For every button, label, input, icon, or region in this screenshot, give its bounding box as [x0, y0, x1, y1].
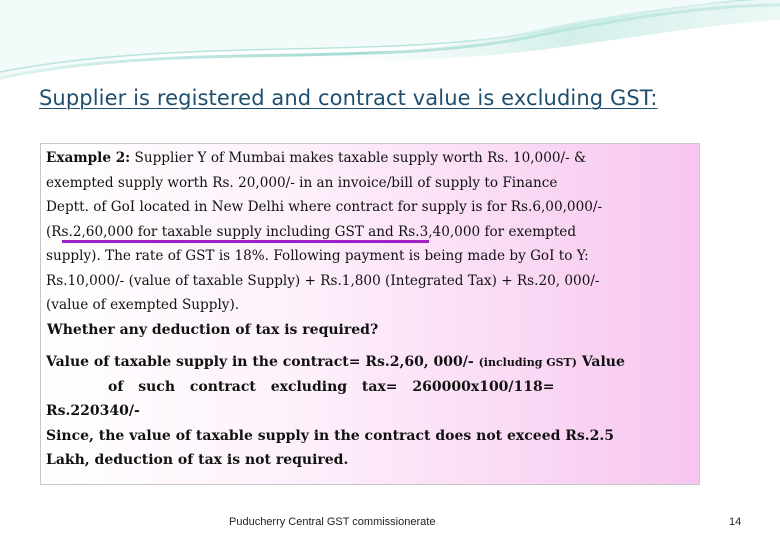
- page-number: 14: [729, 516, 742, 528]
- example-line-3: Deptt. of GoI located in New Delhi where contract for supply is for Rs.6,00,000/-: [46, 199, 603, 215]
- highlight-underline: [62, 240, 429, 243]
- footer-organization: Puducherry Central GST commissionerate: [229, 516, 436, 528]
- example-label: Example 2:: [46, 150, 131, 166]
- answer-line-2: of such contract excluding tax= 260000x100/118=: [108, 379, 555, 395]
- answer-line-4: Since, the value of taxable supply in the contract does not exceed Rs.2.5: [46, 428, 615, 444]
- answer-line-1-small: (including GST): [478, 356, 577, 369]
- answer-line-1-a: Value of taxable supply in the contract= Rs.2,60, 000/-: [46, 354, 479, 370]
- slide-heading: Supplier is registered and contract value is excluding GST:: [39, 86, 658, 110]
- answer-line-5: Lakh, deduction of tax is not required.: [46, 452, 349, 468]
- example-line-7: (value of exempted Supply).: [46, 297, 240, 313]
- example-line-6: Rs.10,000/- (value of taxable Supply) + Rs.1,800 (Integrated Tax) + Rs.20, 000/-: [46, 273, 600, 289]
- answer-line-3: Rs.220340/-: [46, 403, 140, 419]
- example-line-1: [46, 150, 586, 166]
- example-line-4: (Rs.2,60,000 for taxable supply including GST and Rs.3,40,000 for exempted: [46, 224, 577, 240]
- answer-line-1-b: Value: [576, 354, 625, 370]
- example-line-2: exempted supply worth Rs. 20,000/- in an invoice/bill of supply to Finance: [46, 175, 558, 191]
- question-text: Whether any deduction of tax is required?: [47, 322, 379, 338]
- example-line-1-text: Supplier Y of Mumbai makes taxable supply worth Rs. 10,000/- &: [130, 150, 587, 166]
- example-line-5: supply). The rate of GST is 18%. Following payment is being made by GoI to Y:: [46, 248, 589, 264]
- answer-line-1: [46, 354, 625, 370]
